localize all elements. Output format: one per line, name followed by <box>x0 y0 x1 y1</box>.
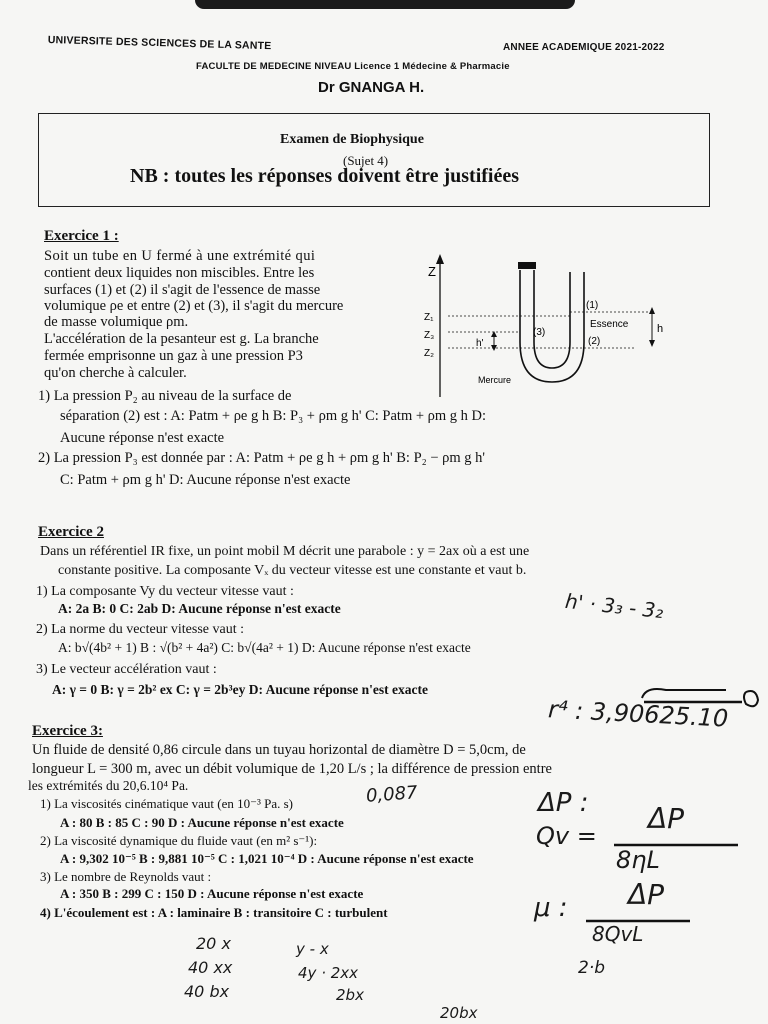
ex1-question-1c: Aucune réponse n'est exacte <box>60 430 225 446</box>
ex2-question-1: 1) La composante Vy du vecteur vitesse vaut : <box>36 584 294 599</box>
ex1-line: surfaces (1) et (2) il s'agit de l'essence de masse <box>44 282 321 298</box>
ex2-question-3: 3) Le vecteur accélération vaut : <box>36 662 217 677</box>
handwritten-note: 2·b <box>578 958 606 978</box>
u-tube-outer <box>520 270 584 382</box>
handwritten-note: 20bx <box>440 1004 478 1022</box>
z-axis-arrow <box>436 254 444 264</box>
exercise-3-title: Exercice 3: <box>32 723 103 739</box>
z1-label: Z₁ <box>424 312 434 323</box>
ex3-question-2: 2) La viscosité dynamique du fluide vaut (en m² s⁻¹): <box>40 833 318 848</box>
handwritten-note: y - x <box>296 940 329 958</box>
exam-title: Examen de Biophysique <box>280 132 424 147</box>
label-1: (1) <box>586 300 599 311</box>
essence-label: Essence <box>590 319 629 330</box>
label-2: (2) <box>588 336 601 347</box>
ex2-answers-3: A: γ = 0 B: γ = 2b² ex C: γ = 2b³ey D: Aucune réponse n'est exacte <box>52 682 428 697</box>
h-label: h <box>657 323 664 335</box>
ex1-question-1a: 1) La pression P₂ au niveau de la surface de <box>38 388 292 404</box>
ex1-line: Soit un tube en U fermé à une extrémité qui <box>44 248 316 264</box>
handwritten-note: 40 bx <box>184 982 230 1001</box>
nb-instruction: NB : toutes les réponses doivent être justifiées <box>130 165 520 187</box>
axis-z-label: Z <box>428 264 436 279</box>
ex2-intro-2: constante positive. La composante Vₓ du vecteur vitesse est une constante et vaut b. <box>58 563 527 578</box>
mercure-label: Mercure <box>478 375 512 385</box>
faculty-level: FACULTE DE MEDECINE NIVEAU Licence 1 Médecine & Pharmacie <box>196 61 510 72</box>
u-tube-figure <box>420 252 670 402</box>
top-edge-shadow <box>195 0 575 9</box>
label-3: (3) <box>533 327 546 338</box>
handwritten-note: 8QvL <box>592 922 644 946</box>
ex3-question-1: 1) La viscosités cinématique vaut (en 10⁻³ Pa. s) <box>40 796 293 811</box>
exercise-2-title: Exercice 2 <box>38 524 104 540</box>
handwritten-note: 20 x <box>196 934 231 953</box>
ex3-question-4: 4) L'écoulement est : A : laminaire B : transitoire C : turbulent <box>40 905 388 920</box>
university-name: UNIVERSITE DES SCIENCES DE LA SANTE <box>47 34 272 53</box>
ex1-question-2a: 2) La pression P₃ est donnée par : A: Patm + ρe g h + ρm g h' B: P₂ − ρm g h' <box>38 450 486 466</box>
ex3-answers-3: A : 350 B : 299 C : 150 D : Aucune réponse n'est exacte <box>60 886 364 901</box>
ex2-answers-2: A: b√(4b² + 1) B : √(b² + 4a²) C: b√(4a² + 1) D: Aucune réponse n'est exacte <box>58 640 471 655</box>
ex1-question-2b: C: Patm + ρm g h' D: Aucune réponse n'est exacte <box>60 472 351 488</box>
handwritten-note: 40 xx <box>188 958 233 977</box>
exercise-1-title: Exercice 1 : <box>44 228 119 244</box>
closed-end-cap <box>518 262 536 269</box>
ex1-line: contient deux liquides non miscibles. Entre les <box>44 265 315 281</box>
handwritten-note: 2bx <box>336 986 364 1004</box>
ex1-question-1b: séparation (2) est : A: Patm + ρe g h B: P₃ + ρm g h' C: Patm + ρm g h D: <box>60 408 487 424</box>
handwritten-note: 4y · 2xx <box>298 964 359 982</box>
handwritten-note: ΔP <box>628 878 665 911</box>
exam-subject: (Sujet 4) <box>343 153 389 168</box>
ex1-line: volumique ρe et entre (2) et (3), il s'agit du mercure <box>44 298 344 314</box>
ex1-line: L'accélération de la pesanteur est g. La branche <box>44 331 319 347</box>
handwritten-note: r⁴ : 3,90625.10 <box>547 695 729 733</box>
ex1-line: qu'on cherche à calculer. <box>44 365 187 381</box>
ex3-intro-1: Un fluide de densité 0,86 circule dans un tuyau horizontal de diamètre D = 5,0cm, de <box>32 742 526 758</box>
ex1-line: fermée emprisonne un gaz à une pression P3 <box>44 348 303 364</box>
z2-label: Z₂ <box>424 348 434 359</box>
ex2-intro-1: Dans un référentiel IR fixe, un point mobil M décrit une parabole : y = 2ax où a est une <box>40 544 530 559</box>
handwritten-note: h' · 3₃ - 3₂ <box>564 588 665 624</box>
handwritten-note: μ : <box>534 893 568 923</box>
ex3-question-3: 3) Le nombre de Reynolds vaut : <box>40 869 212 884</box>
handwritten-note: Qv = <box>536 822 597 850</box>
teacher-name: Dr GNANGA H. <box>318 79 425 96</box>
ex3-intro-2: longueur L = 300 m, avec un débit volumique de 1,20 L/s ; la différence de pression entre <box>32 761 552 777</box>
ex1-line: de masse volumique ρm. <box>44 314 189 330</box>
academic-year: ANNEE ACADEMIQUE 2021-2022 <box>503 42 665 53</box>
z3-label: Z₃ <box>424 330 435 341</box>
ex3-answers-2: A : 9,302 10⁻⁵ B : 9,881 10⁻⁵ C : 1,021 10⁻⁴ D : Aucune réponse n'est exacte <box>60 851 474 866</box>
handwritten-note: ΔP <box>648 802 685 835</box>
handwritten-note: 0,087 <box>365 782 419 807</box>
hprime-label: h' <box>476 338 484 349</box>
handwritten-note: ΔP : <box>538 788 589 818</box>
ex2-answers-1: A: 2a B: 0 C: 2ab D: Aucune réponse n'est exacte <box>58 601 341 616</box>
u-tube-inner <box>534 270 570 368</box>
ex2-question-2: 2) La norme du vecteur vitesse vaut : <box>36 622 244 637</box>
ex3-answers-1: A : 80 B : 85 C : 90 D : Aucune réponse n'est exacte <box>60 815 344 830</box>
handwritten-note: 8ηL <box>616 846 660 874</box>
ex3-intro-3: les extrémités du 20,6.10⁴ Pa. <box>28 778 189 793</box>
